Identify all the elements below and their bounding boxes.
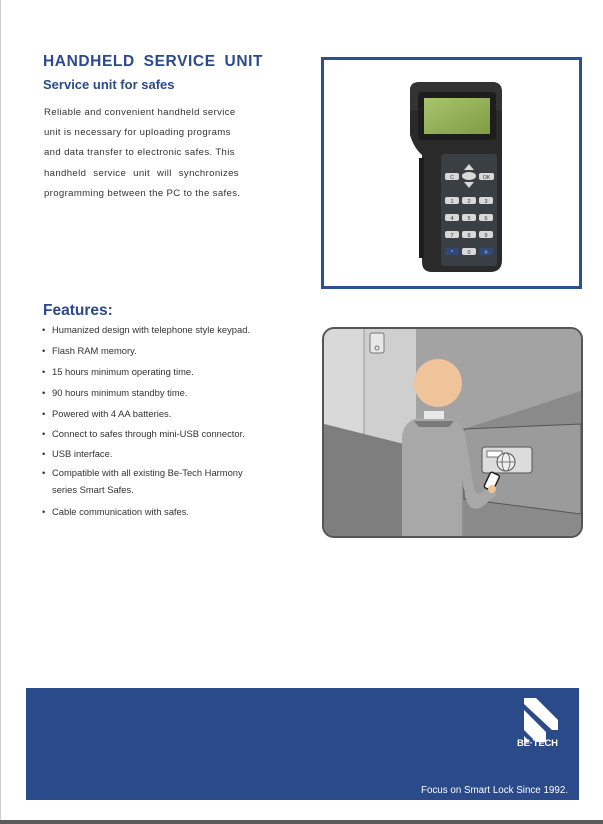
feature-item: • USB interface. [42,448,112,459]
brand-name: BE·TECH [517,738,558,749]
svg-text:*: * [450,250,454,256]
page-edge [0,0,1,820]
description [44,103,274,204]
footer-band [26,688,579,800]
svg-text:OK: OK [482,175,491,181]
svg-text:7: 7 [450,233,454,239]
description-line: unit is necessary for uploading programs [44,127,231,139]
features-heading: Features: [43,302,113,319]
svg-text:6: 6 [484,216,488,222]
page-subtitle: Service unit for safes [43,77,175,92]
svg-text:8: 8 [467,233,471,239]
tagline: Focus on Smart Lock Since 1992. [420,785,568,796]
usage-illustration [322,327,583,538]
description-line: Reliable and convenient handheld service [44,107,236,118]
feature-item: • Powered with 4 AA batteries. [42,408,171,419]
page-title: HANDHELD SERVICE UNIT [43,53,264,70]
page-shadow [0,820,603,824]
product-photo-frame [321,57,582,289]
feature-item: • 15 hours minimum operating time. [42,366,194,377]
svg-text:4: 4 [450,216,454,222]
svg-text:#: # [484,250,488,256]
feature-item-continued: series Smart Safes. [52,484,134,495]
description-line: handheld service unit will synchronizes [44,167,239,179]
description-line: and data transfer to electronic safes. This [44,147,235,159]
svg-text:3: 3 [484,199,488,205]
svg-text:9: 9 [484,233,488,239]
feature-item: • Flash RAM memory. [42,345,137,356]
svg-text:C: C [450,175,454,181]
svg-text:5: 5 [467,216,471,222]
feature-item: • 90 hours minimum standby time. [42,387,187,398]
svg-text:1: 1 [450,199,454,205]
svg-text:0: 0 [467,250,471,256]
feature-item: • Humanized design with telephone style keypad. [42,324,250,335]
feature-item: • Connect to safes through mini-USB connector. [42,428,245,439]
feature-item: • Cable communication with safes. [42,506,189,517]
svg-text:2: 2 [467,199,471,205]
person-at-safe-image [324,329,581,536]
feature-item: • Compatible with all existing Be-Tech Harmony [42,467,243,478]
handheld-device-image [324,60,579,286]
description-line: programming between the PC to the safes. [44,187,241,199]
